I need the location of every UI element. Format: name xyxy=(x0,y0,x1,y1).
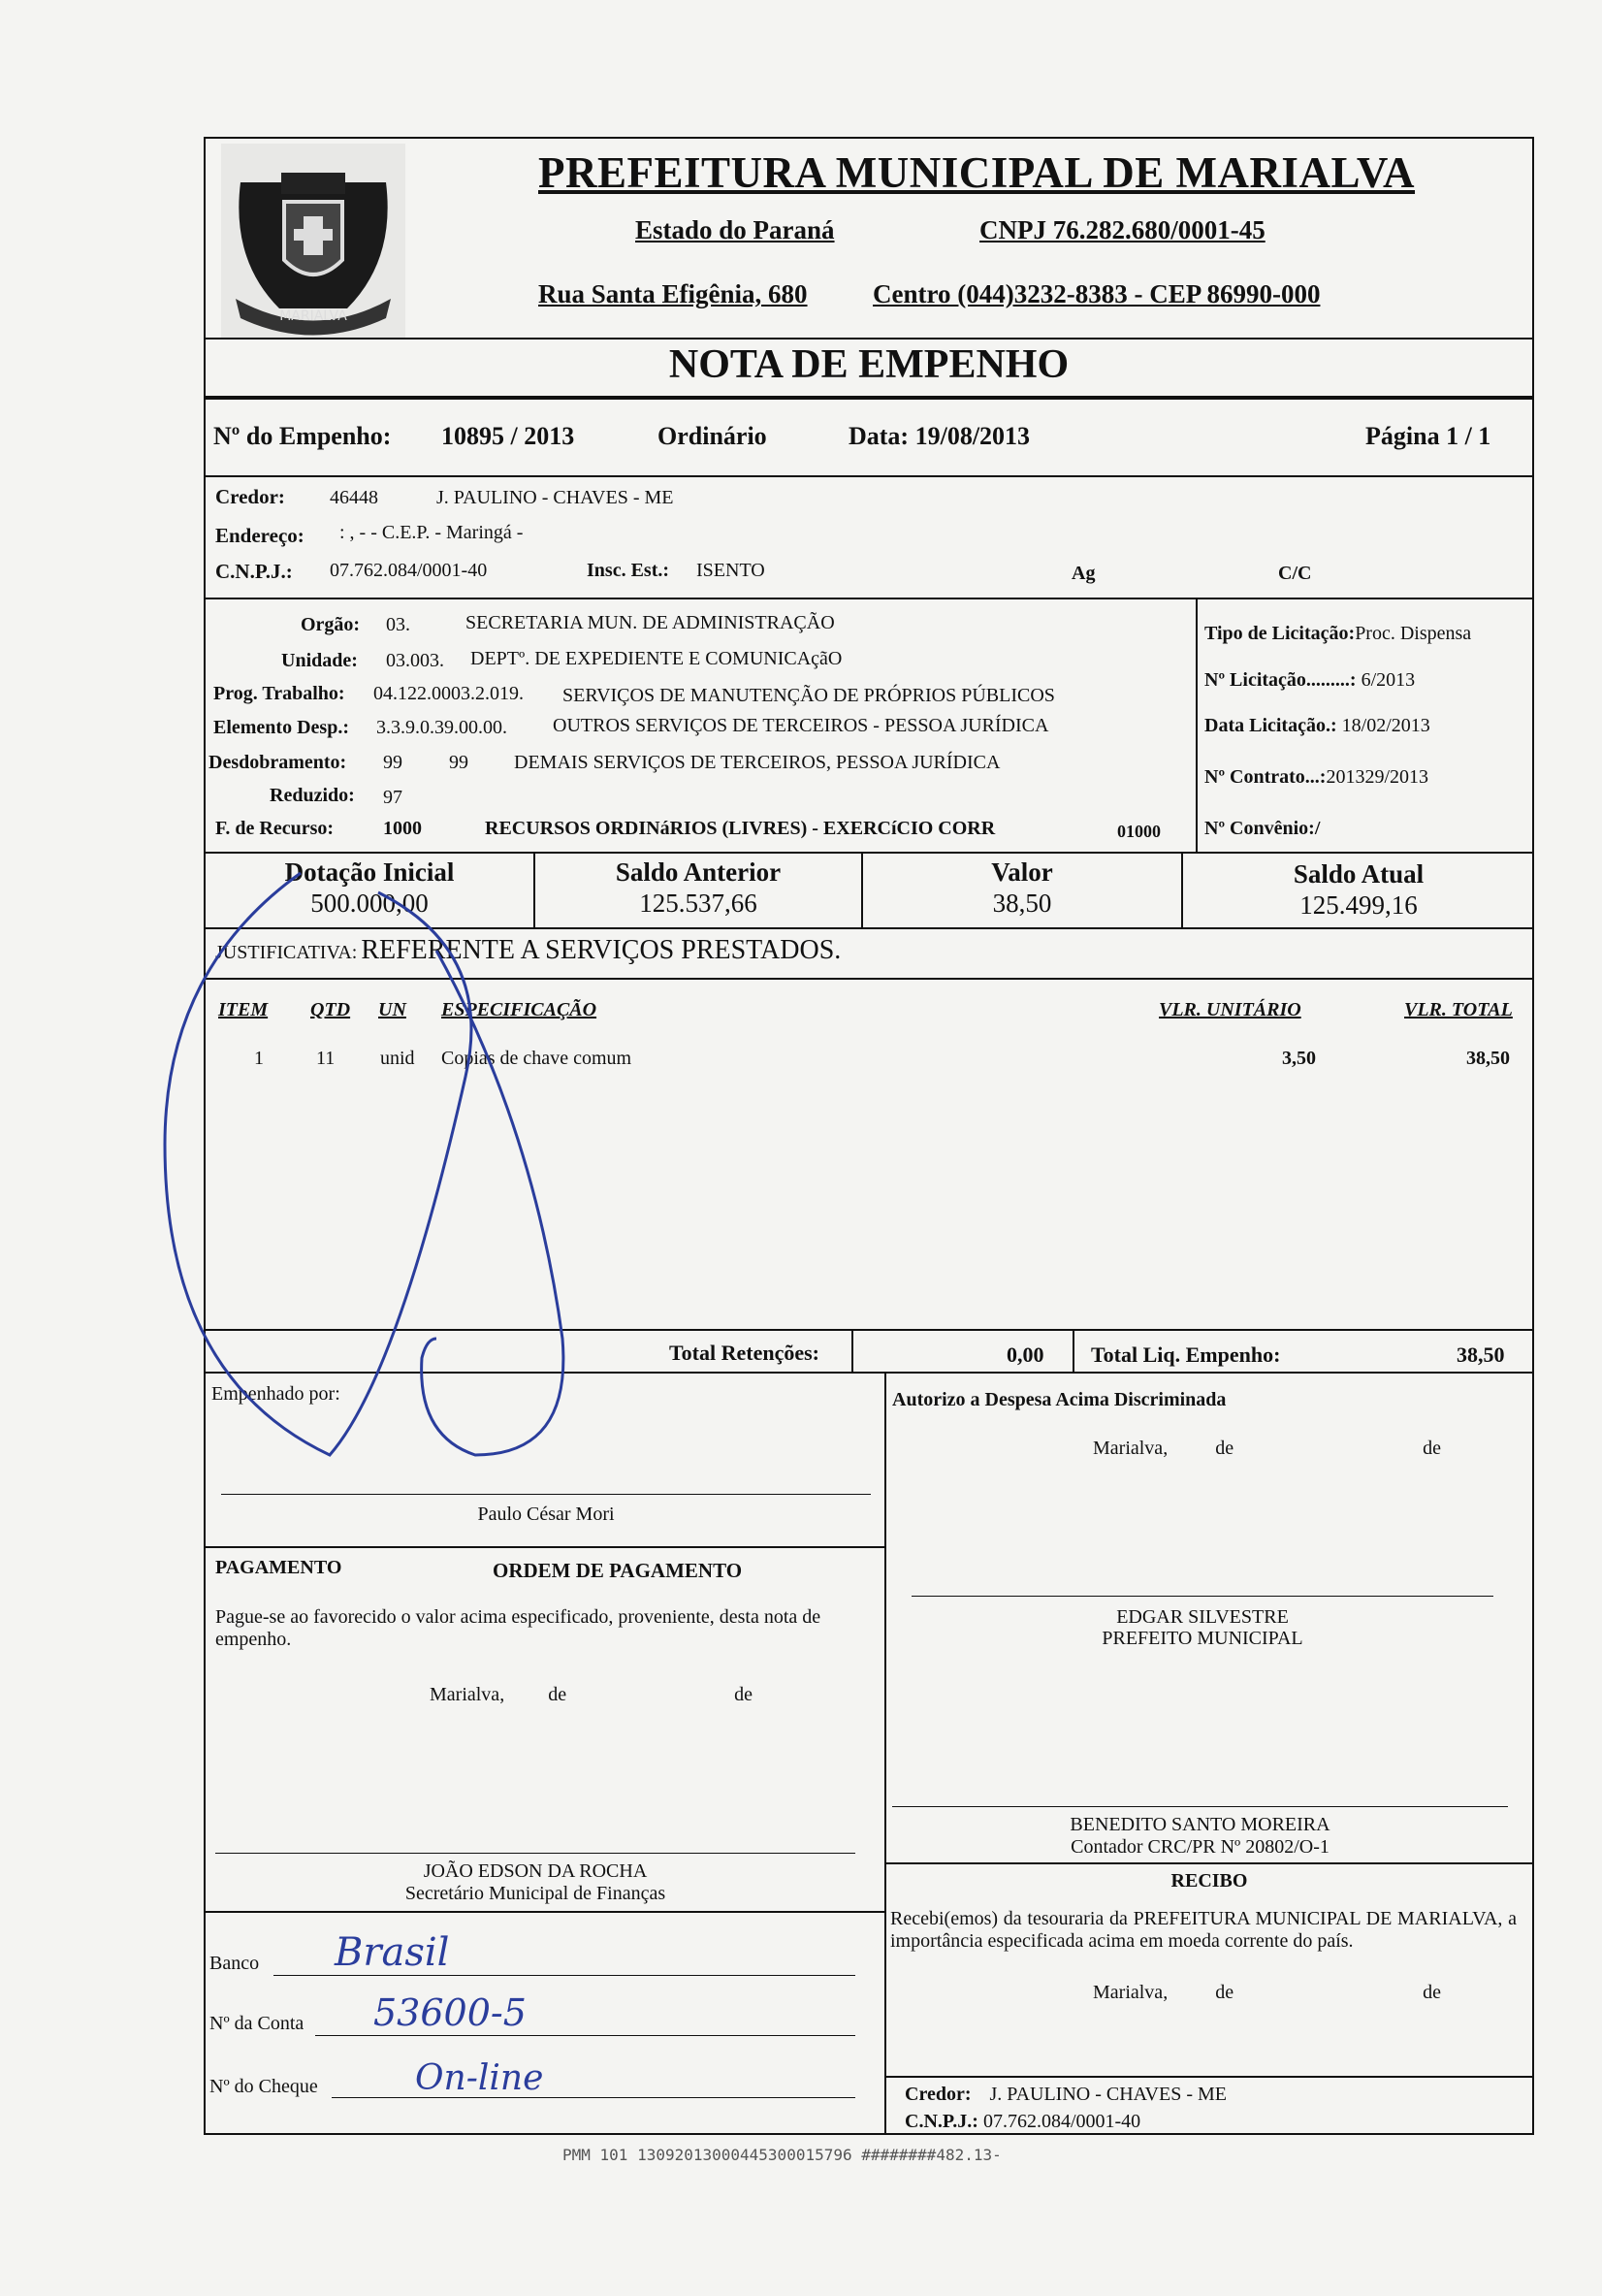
cheque-handwritten: On-line xyxy=(415,2058,544,2098)
elemento-label: Elemento Desp.: xyxy=(213,717,349,738)
conta-label: Nº da Conta xyxy=(209,2013,304,2034)
recurso-label: F. de Recurso: xyxy=(215,818,335,839)
address-field-label: Endereço: xyxy=(215,524,304,547)
recibo-date-line: Marialva, de de xyxy=(1093,1982,1441,2003)
licitacao-type: Tipo de Licitação:Proc. Dispensa xyxy=(1204,623,1472,644)
empenho-label: Nº do Empenho: xyxy=(213,422,392,450)
pagamento-label: PAGAMENTO xyxy=(215,1557,342,1578)
state-label: Estado do Paraná xyxy=(635,215,835,244)
autorizo-date-line: Marialva, de de xyxy=(1093,1438,1441,1459)
saldo-atual-value: 125.499,16 xyxy=(1299,890,1418,920)
address-label: Rua Santa Efigênia, 680 xyxy=(538,279,808,308)
secretary-name: JOÃO EDSON DA ROCHA xyxy=(423,1860,648,1882)
banco-label: Banco xyxy=(209,1953,260,1974)
conta-handwritten: 53600-5 xyxy=(373,1991,527,2034)
total-liq-label: Total Liq. Empenho: xyxy=(1091,1342,1281,1367)
desdob-label: Desdobramento: xyxy=(208,752,347,773)
ordem-pagamento-label: ORDEM DE PAGAMENTO xyxy=(493,1559,743,1582)
row-qtd: 11 xyxy=(316,1048,336,1069)
col-qtd-header: QTD xyxy=(310,999,351,1020)
mayor-name: EDGAR SILVESTRE xyxy=(1116,1606,1289,1628)
total-liq-value: 38,50 xyxy=(1457,1342,1505,1367)
total-retencoes-value: 0,00 xyxy=(1007,1342,1044,1367)
orgao-label: Orgão: xyxy=(301,614,361,635)
recibo-title: RECIBO xyxy=(1170,1870,1248,1892)
recibo-credor: Credor: J. PAULINO - CHAVES - ME xyxy=(905,2084,1227,2105)
page-indicator: Página 1 / 1 xyxy=(1365,422,1491,450)
justificativa-line: JUSTIFICATIVA: REFERENTE A SERVIÇOS PRESTADOS. xyxy=(215,935,842,965)
row-total: 38,50 xyxy=(1466,1048,1510,1069)
empenhado-label: Empenhado por: xyxy=(211,1383,340,1405)
saldo-anterior-label: Saldo Anterior xyxy=(615,857,782,887)
pagamento-date-line: Marialva, de de xyxy=(430,1684,753,1705)
credor-label: Credor: xyxy=(215,485,285,508)
unidade-code: 03.003. xyxy=(386,650,444,671)
contrato-number: Nº Contrato...:201329/2013 xyxy=(1204,766,1429,788)
secretary-title: Secretário Municipal de Finanças xyxy=(404,1883,666,1904)
credor-cnpj: 07.762.084/0001-40 xyxy=(330,560,488,581)
autorizo-label: Autorizo a Despesa Acima Discriminada xyxy=(892,1389,1227,1410)
municipal-crest-icon xyxy=(221,144,405,338)
contact-label: Centro (044)3232-8383 - CEP 86990-000 xyxy=(873,279,1321,308)
accountant-name: BENEDITO SANTO MOREIRA xyxy=(1070,1814,1330,1835)
licitacao-number: Nº Licitação.........: 6/2013 xyxy=(1204,669,1416,691)
reduzido-label: Reduzido: xyxy=(270,785,355,806)
prog-name: SERVIÇOS DE MANUTENÇÃO DE PRÓPRIOS PÚBLICOS xyxy=(562,685,1055,706)
credor-address: : , - - C.E.P. - Maringá - xyxy=(339,522,524,543)
row-spec: Copias de chave comum xyxy=(441,1048,632,1069)
licitacao-date: Data Licitação.: 18/02/2013 xyxy=(1204,715,1430,736)
empenho-date: Data: 19/08/2013 xyxy=(849,422,1031,450)
recurso-name: RECURSOS ORDINáRIOS (LIVRES) - EXERCíCIO CORR xyxy=(485,818,996,839)
dotacao-label: Dotação Inicial xyxy=(284,857,455,887)
prog-label: Prog. Trabalho: xyxy=(213,683,345,704)
orgao-name: SECRETARIA MUN. DE ADMINISTRAÇÃO xyxy=(465,612,835,633)
cc-label: C/C xyxy=(1278,563,1312,584)
convenio-label: Nº Convênio:/ xyxy=(1204,818,1321,839)
recibo-text: Recebi(emos) da tesouraria da PREFEITURA MUNICIPAL DE MARIALVA, a importância especificada acima em moeda corrente do país. xyxy=(890,1908,1517,1952)
empenhado-signer: Paulo César Mori xyxy=(477,1504,615,1525)
recurso-code: 1000 xyxy=(383,818,422,839)
pagamento-text: Pague-se ao favorecido o valor acima especificado, proveniente, desta nota de empenho. xyxy=(215,1606,821,1650)
row-unit: 3,50 xyxy=(1282,1048,1316,1069)
desdob-b: 99 xyxy=(449,752,468,773)
prefeitura-title: PREFEITURA MUNICIPAL DE MARIALVA xyxy=(538,148,1416,197)
unidade-label: Unidade: xyxy=(281,650,358,671)
svg-text:MARIALVA: MARIALVA xyxy=(279,308,347,324)
banco-handwritten: Brasil xyxy=(335,1930,450,1975)
col-total-header: VLR. TOTAL xyxy=(1404,999,1513,1020)
empenho-number: 10895 / 2013 xyxy=(441,422,575,450)
row-item: 1 xyxy=(254,1048,264,1069)
cnpj-label: CNPJ 76.282.680/0001-45 xyxy=(979,215,1266,244)
recurso-number: 01000 xyxy=(1117,822,1161,841)
reduzido-value: 97 xyxy=(383,787,402,808)
recibo-cnpj: C.N.P.J.: 07.762.084/0001-40 xyxy=(905,2111,1141,2132)
saldo-atual-label: Saldo Atual xyxy=(1293,859,1425,889)
insc-value: ISENTO xyxy=(696,560,765,581)
document-title: NOTA DE EMPENHO xyxy=(668,342,1070,387)
empenho-type: Ordinário xyxy=(657,422,767,450)
footer-stamp: PMM 101 13092013000445300015796 ########482.13- xyxy=(562,2146,1002,2164)
col-item-header: ITEM xyxy=(218,999,269,1020)
valor-label: Valor xyxy=(991,857,1053,887)
credor-code: 46448 xyxy=(330,487,378,508)
orgao-code: 03. xyxy=(386,614,410,635)
pen-mark-loop xyxy=(145,834,650,1494)
col-spec-header: ESPECIFICAÇÃO xyxy=(441,999,597,1020)
desdob-name: DEMAIS SERVIÇOS DE TERCEIROS, PESSOA JURÍDICA xyxy=(514,752,1001,773)
elemento-code: 3.3.9.0.39.00.00. xyxy=(376,717,507,738)
mayor-title: PREFEITO MUNICIPAL xyxy=(1102,1628,1303,1649)
insc-label: Insc. Est.: xyxy=(587,560,670,581)
col-un-header: UN xyxy=(378,999,406,1020)
cnpj-field-label: C.N.P.J.: xyxy=(215,560,293,583)
col-unit-header: VLR. UNITÁRIO xyxy=(1159,999,1301,1020)
desdob-a: 99 xyxy=(383,752,402,773)
unidade-name: DEPTº. DE EXPEDIENTE E COMUNICAçãO xyxy=(470,648,843,669)
prog-code: 04.122.0003.2.019. xyxy=(373,683,524,704)
total-retencoes-label: Total Retenções: xyxy=(669,1341,819,1365)
dotacao-value: 500.000,00 xyxy=(310,889,429,918)
saldo-anterior-value: 125.537,66 xyxy=(639,889,757,918)
credor-name: J. PAULINO - CHAVES - ME xyxy=(436,487,674,508)
cheque-label: Nº do Cheque xyxy=(209,2076,318,2097)
valor-value: 38,50 xyxy=(992,889,1052,918)
elemento-name: OUTROS SERVIÇOS DE TERCEIROS - PESSOA JURÍDICA xyxy=(553,715,1049,736)
ag-label: Ag xyxy=(1072,563,1096,584)
row-un: unid xyxy=(380,1048,415,1069)
accountant-title: Contador CRC/PR Nº 20802/O-1 xyxy=(1071,1836,1330,1858)
